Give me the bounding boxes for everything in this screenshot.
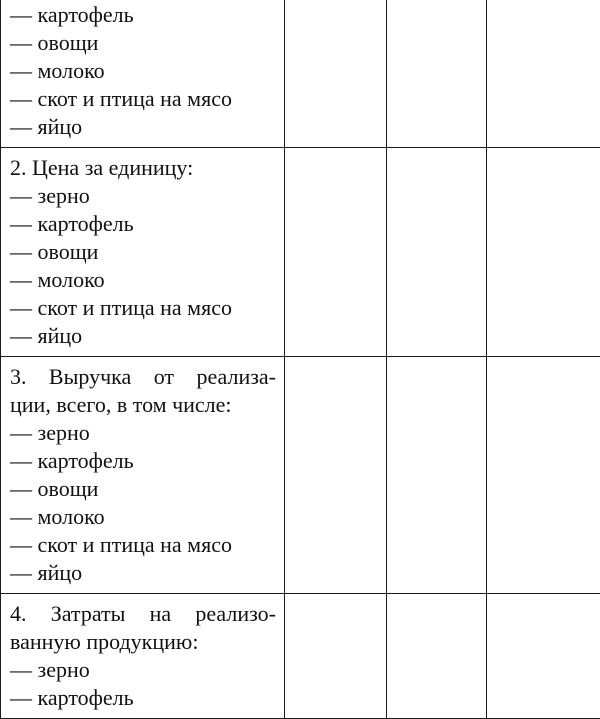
list-item: — скот и птица на мясо [10,531,276,559]
empty-cell [285,0,387,148]
empty-cell [487,594,600,719]
list-item: — скот и птица на мясо [10,294,276,322]
empty-cell [487,357,600,594]
row-heading: 3. Выручка от реализа- [10,363,276,391]
list-item: — молоко [10,57,276,85]
table-row [1,594,600,719]
list-item: — картофель [10,210,276,238]
empty-cell [285,594,387,719]
list-item: — зерно [10,656,276,684]
row-heading: ванную продукцию: [10,628,276,656]
empty-cell [487,148,600,357]
table-row [1,357,600,594]
empty-cell [387,0,487,148]
row-heading: 4. Затраты на реализо- [10,600,276,628]
list-item: — овощи [10,238,276,266]
list-item: — яйцо [10,113,276,141]
empty-cell [387,148,487,357]
list-item: — скот и птица на мясо [10,85,276,113]
empty-cell [487,0,600,148]
row-heading: 2. Цена за единицу: [10,154,276,182]
row-label-cell [1,0,285,148]
list-item: — овощи [10,475,276,503]
row-label-cell [1,148,285,357]
list-item: — молоко [10,266,276,294]
list-item: — зерно [10,182,276,210]
empty-cell [387,357,487,594]
list-item: — картофель [10,1,276,29]
list-item: — молоко [10,503,276,531]
table-row [1,0,600,148]
empty-cell [285,357,387,594]
empty-cell [285,148,387,357]
empty-cell [387,594,487,719]
row-label-cell [1,594,285,719]
row-label-cell [1,357,285,594]
list-item: — яйцо [10,559,276,587]
table-row [1,148,600,357]
list-item: — овощи [10,29,276,57]
list-item: — картофель [10,447,276,475]
list-item: — яйцо [10,322,276,350]
list-item: — зерно [10,419,276,447]
row-heading: ции, всего, в том числе: [10,391,276,419]
list-item: — картофель [10,684,276,712]
